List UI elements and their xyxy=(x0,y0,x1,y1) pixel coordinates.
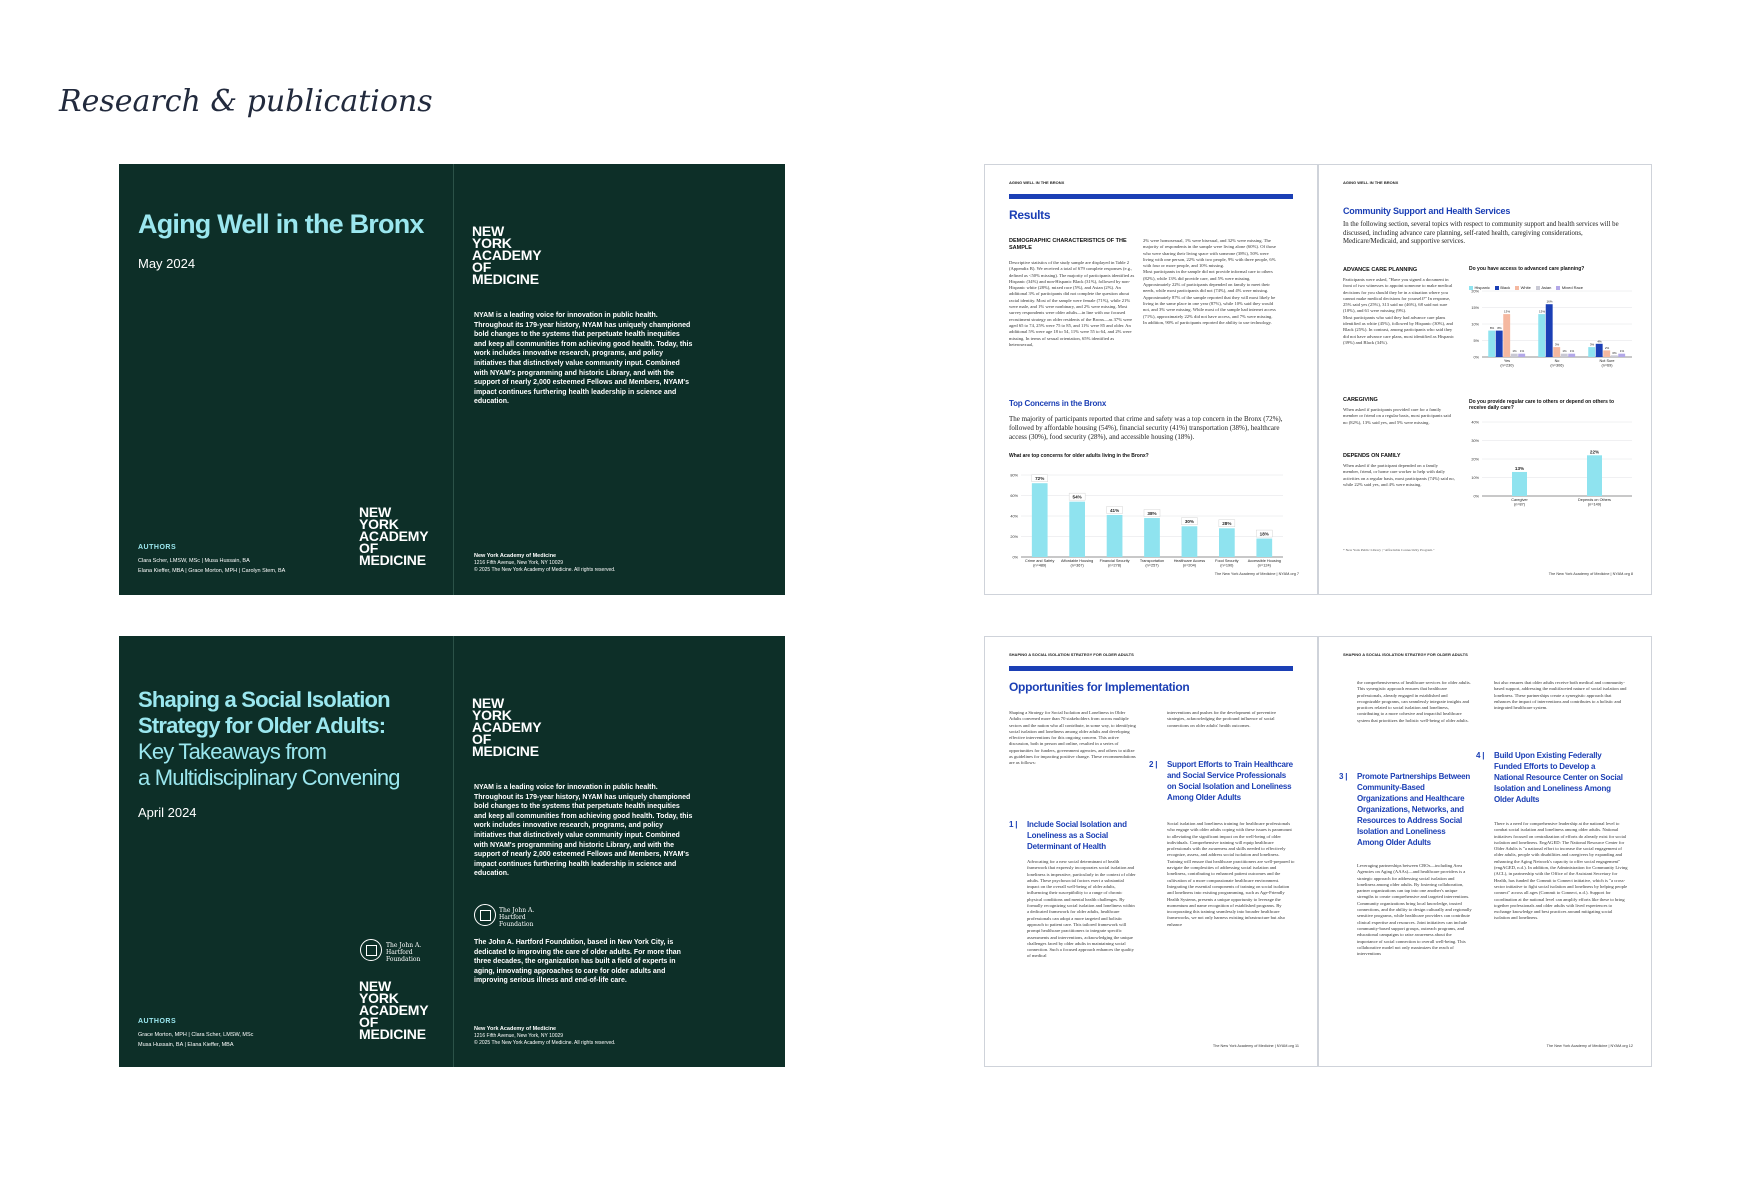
y-tick-label: 40% xyxy=(1471,420,1479,425)
cover-title: Aging Well in the Bronx xyxy=(138,209,424,239)
category-label: Depends on Others (n=149) xyxy=(1578,498,1611,507)
category-label: Food Security (n=190) xyxy=(1215,559,1239,568)
hartford-logo-text: The John A. Hartford Foundation xyxy=(499,907,535,928)
recommendation-heading xyxy=(1149,759,1293,803)
cover-divider xyxy=(453,636,454,1067)
data-label: 16% xyxy=(1546,299,1553,304)
lead-paragraph: The majority of participants reported that crime and safety was a top concern in the Bronx (72%), followed by affordable housing (54%), financial security (41%) transportation (38%), healthcare access (30%), food security (28%), and accessible housing (18%). xyxy=(1009,415,1283,441)
data-label: 41% xyxy=(1109,507,1120,513)
page-footer: The New York Academy of Medicine | NYAM.org 12 xyxy=(1546,1044,1633,1048)
y-tick-label: 5% xyxy=(1473,339,1479,343)
body-text: When asked if the participant depended on a family member, friend, or home care worker to help with daily activities on a regular basis, most participants (74%) said no, while 22% said yes, and 4% were missing. xyxy=(1343,463,1455,487)
y-tick-label: 20% xyxy=(1471,289,1479,294)
cover-aging-well[interactable] xyxy=(119,164,785,595)
cover-date: May 2024 xyxy=(138,256,196,271)
recommendation-number: 4 | xyxy=(1476,751,1485,760)
data-label: 4% xyxy=(1597,339,1602,344)
nyam-blurb: NYAM is a leading voice for innovation in public health. Throughout its 179-year history, NYAM has uniquely championed bold changes to the systems that perpetuate health inequities and keep all communities from achieving good health. Today, this work includes innovative research, programs, and policy initiatives that distinctively value community input. Combined with NYAM's programming and historic Library, and with the support of nearly 2,000 esteemed Fellows and Members, NYAM's impact continues furthering health leadership in science and education. xyxy=(474,784,693,878)
category-label: Yes (n=230) xyxy=(1500,359,1514,368)
bar xyxy=(1588,347,1595,357)
recommendation-title: Include Social Isolation and Loneliness as a Social Determinant of Health xyxy=(1027,820,1127,851)
bar xyxy=(1561,354,1568,357)
data-label: 1% xyxy=(1519,349,1525,354)
title-rule xyxy=(1009,194,1293,199)
category-label: Healthcare Access (n=204) xyxy=(1173,559,1206,568)
chart-title: Do you have access to advanced care planning? xyxy=(1469,266,1585,272)
y-tick-label: 0% xyxy=(1012,555,1018,560)
y-tick-label: 80% xyxy=(1010,473,1018,478)
report-page-opportunities[interactable] xyxy=(984,636,1318,1067)
concerns-bar-chart xyxy=(1003,461,1293,581)
bar xyxy=(1511,354,1518,357)
authors-line: Musa Hussain, BA | Elana Kieffer, MBA xyxy=(138,1042,234,1048)
recommendation-heading xyxy=(1339,771,1471,848)
data-label: 3% xyxy=(1589,342,1595,347)
footer-address: 1216 Fifth Avenue, New York, NY 10029 xyxy=(474,1033,564,1039)
bar xyxy=(1032,483,1048,557)
legend-label: Hispanic xyxy=(1474,285,1490,290)
recommendation-number: 2 | xyxy=(1149,760,1158,769)
bar xyxy=(1546,304,1553,357)
footer-copyright: © 2025 The New York Academy of Medicine. All rights reserved. xyxy=(474,567,616,573)
bar xyxy=(1496,331,1503,357)
subsection-title: Top Concerns in the Bronx xyxy=(1009,399,1107,408)
bar xyxy=(1538,314,1545,357)
subsection-heading: DEPENDS ON FAMILY xyxy=(1343,453,1401,459)
cover-title: Shaping a Social Isolation xyxy=(138,687,390,712)
title-rule xyxy=(1009,666,1293,671)
bar xyxy=(1256,539,1272,557)
cover-subtitle: a Multidisciplinary Convening xyxy=(138,765,400,790)
data-label: 1% xyxy=(1619,349,1625,354)
y-tick-label: 10% xyxy=(1471,322,1479,327)
nyam-logo: NEW YORK ACADEMY OF MEDICINE xyxy=(359,504,429,568)
bar xyxy=(1596,344,1603,357)
running-head: AGING WELL IN THE BRONX xyxy=(1009,180,1065,185)
report-page-community-support[interactable] xyxy=(1318,164,1652,595)
lead-paragraph: In the following section, several topics with respect to community support and health services will be discussed, including advance care planning, self-rated health, caregiving considerations, Medicare/Medicaid, and supportive services. xyxy=(1343,221,1619,246)
bar xyxy=(1144,518,1160,557)
running-head: SHAPING A SOCIAL ISOLATION STRATEGY FOR OLDER ADULTS xyxy=(1009,652,1134,657)
data-label: 22% xyxy=(1589,449,1600,455)
body-text: When asked if participants provided care for a family member or friend on a regular basis, most participants said no (82%), 13% said yes, and 5% were missing. xyxy=(1343,407,1451,425)
category-label: No (n=306) xyxy=(1550,359,1564,368)
hartford-seal-icon xyxy=(474,904,496,926)
nyam-logo: NEW YORK ACADEMY OF MEDICINE xyxy=(472,695,542,759)
body-text: interventions and pushes for the development of preventive strategies, acknowledging the profound influence of social connections on older adults' health outcomes. xyxy=(1167,710,1277,728)
subsection-heading: CAREGIVING xyxy=(1343,397,1378,403)
bar xyxy=(1518,354,1525,357)
body-text: There is a need for comprehensive leadership at the national level to combat social isolation and loneliness among older adults. National initiatives focused on centralization of efforts do already exist for social isolation and loneliness. EngAGED: The National Resource Center for Older Adults is "a national effort to increase the social engagement of older adults, people with disabilities and caregivers by expanding and enhancing the Aging Network's capacity to offer social engagement" (engAGED, n.d.). In addition, the Administration for Community Living (ACL), in partnership with the Office of the Assistant Secretary for Health, has funded the Commit to Connect initiative, which is "a cross-sector initiative to fight social isolation and loneliness by helping people connect" across all ages (Commit to Connect, n.d.). Support for coordination at the national level can amplify efforts like these to bring together professionals and older adults with lived experiences to exchange knowledge and best practices around mitigating social isolation and loneliness. xyxy=(1494,821,1628,921)
category-label: Crime and Safety (n=489) xyxy=(1025,559,1055,568)
y-tick-label: 60% xyxy=(1010,494,1018,498)
category-label: Transportation (n=257) xyxy=(1139,559,1165,568)
caregiving-chart xyxy=(1464,416,1639,516)
subsection-heading: DEMOGRAPHIC CHARACTERISTICS OF THE SAMPLE xyxy=(1009,238,1127,251)
page-footer: The New York Academy of Medicine | NYAM.org 11 xyxy=(1212,1044,1299,1048)
bar xyxy=(1603,350,1610,357)
y-tick-label: 20% xyxy=(1471,457,1479,462)
y-tick-label: 40% xyxy=(1010,514,1018,519)
recommendation-number: 3 | xyxy=(1339,772,1348,781)
footer-org: New York Academy of Medicine xyxy=(474,1026,557,1032)
page-footer: The New York Academy of Medicine | NYAM.org 7 xyxy=(1214,572,1299,576)
recommendation-title: Support Efforts to Train Healthcare and Social Service Professionals on Social Isolation and Loneliness Among Older Adults xyxy=(1167,760,1293,802)
data-label: 54% xyxy=(1072,494,1082,500)
data-label: 1% xyxy=(1562,349,1567,354)
hartford-seal-icon xyxy=(360,939,382,961)
footer-copyright: © 2025 The New York Academy of Medicine. All rights reserved. xyxy=(474,1040,616,1046)
cover-divider xyxy=(453,164,454,595)
body-text: Social isolation and loneliness training for healthcare professionals who engage with older adults coping with these issues is paramount to alleviating the significant impact on the well-being of older individuals. Comprehensive training will equip healthcare professionals with the awareness and skills needed to effectively recognize, assess, and address social isolation and loneliness. Training will ensure that healthcare practitioners are well-prepared to navigate the complexities of addressing social isolation and loneliness, contributing to enhanced patient outcomes and the cultivation of a more compassionate healthcare environment. Integrating the essential components of training on social isolation and loneliness into existing programming, such as Age-Friendly Health Systems, presents a unique opportunity to leverage the momentum and name recognition of established programs. By incorporating this training seamlessly into broader healthcare frameworks, we not only harness existing infrastructure but also enhance xyxy=(1167,821,1295,927)
report-page-recommendations[interactable] xyxy=(1318,636,1652,1067)
data-label: 28% xyxy=(1222,521,1232,527)
bar xyxy=(1182,526,1198,557)
bar xyxy=(1553,347,1560,357)
chart-title: Do you provide regular care to others or depend on others to receive daily care? xyxy=(1469,399,1615,411)
body-text: 2% were homosexual, 1% were bisexual, and 32% were missing. The majority of respondents in the sample were living alone (60%). Of those who were sharing their living space with someone (38%), 50% were living with one person, 22% with two people, 9% with three people, 6% with four or more people, and 10% missing. Most participants in the sample did not provide informal care to others (82%), while 13% did provide care, and 5% were missing. Approximately 22% of participants depended on family to meet their needs, while most participants did not (74%), and 4% were missing. Approximately 87% of the sample reported that they will most likely be living in the same place in one year (87%), while 10% said they would not, and 3% were missing. While most of the sample had internet access (71%), approximately 22% did not have access, and 7% were missing. In addition, 90% of participants reported the ability to use technology. xyxy=(1143,238,1276,325)
bar xyxy=(1107,515,1123,557)
data-label: 18% xyxy=(1259,531,1269,537)
body-text: Shaping a Strategy for Social Isolation and Loneliness in Older Adults convened more than 70 stakeholders from across multiple sectors and the nation who all contribute, in some way, to identifying social isolation and loneliness among older adults and developing effective interventions for this ongoing concern. This active discussion, both in person and online, resulted in a series of opportunities for funders, government agencies, and others to utilize as guidelines for impacting positive change. These recommendations are as follows: xyxy=(1009,710,1136,766)
bar xyxy=(1488,331,1495,357)
subsection-heading: ADVANCE CARE PLANNING xyxy=(1343,267,1418,273)
legend-label: Mixed Race xyxy=(1561,285,1583,290)
authors-line: Clara Scher, LMSW, MSc | Musa Hussain, BA xyxy=(138,558,250,564)
data-label: 72% xyxy=(1035,476,1045,481)
body-text: Participants were asked, "Have you signed a document in front of two witnesses to appoint someone to make medical decisions for you should they be in a situation where you cannot make medical decisions for yourself?" In response, 25% said yes (25%), 313 said no (46%), 68 said not sure (10%), and 61 were missing (9%). Most participants who said they had advance care plans identified as white (45%), followed by Hispanic (30%), and Black (25%). In contrast, among participants who said they did not have advance care plans, most identified as Hispanic (39%) and Black (34%). xyxy=(1343,277,1454,345)
cover-title: Strategy for Older Adults: xyxy=(138,713,386,738)
body-text: the comprehensiveness of healthcare services for older adults. This synergistic approach ensures that healthcare professionals, already engaged in established and recognizable programs, can seamlessly integrate insights and practices related to social isolation and loneliness, contributing to a more cohesive and impactful healthcare system that prioritizes the holistic well-being of older adults. xyxy=(1357,680,1471,723)
data-label: 0% xyxy=(1612,350,1617,355)
bar xyxy=(1512,472,1527,496)
y-tick-label: 30% xyxy=(1471,439,1479,443)
recommendation-heading xyxy=(1009,819,1135,852)
bar xyxy=(1618,354,1625,357)
body-text: but also ensures that older adults receive both medical and community-based support, addressing the multifaceted nature of social isolation and loneliness. These partnerships create a synergistic approach that enhances the impact of interventions and contributes to a holistic and integrated healthcare system. xyxy=(1494,680,1627,711)
data-label: 30% xyxy=(1184,519,1195,525)
y-tick-label: 10% xyxy=(1471,476,1479,480)
recommendation-title: Build Upon Existing Federally Funded Efforts to Develop a National Resource Center on Social Isolation and Loneliness Among Older Adults xyxy=(1494,751,1623,804)
legend-label: Black xyxy=(1500,285,1511,290)
hartford-logo-text: The John A. Hartford Foundation xyxy=(386,942,422,963)
running-head: SHAPING A SOCIAL ISOLATION STRATEGY FOR OLDER ADULTS xyxy=(1343,652,1468,657)
y-tick-label: 0% xyxy=(1473,494,1479,499)
body-text: Descriptive statistics of the study sample are displayed in Table 2 (Appendix B). We received a total of 679 complete responses (e.g., defined as <50% missing). The majority of participants identified as Hispanic (34%) and non-Hispanic Black (31%), followed by non-Hispanic white (28%), mixed race (5%), and Asian (2%). An additional 3% of participants did not complete the question about racial identity. Most of the sample were female (71%), while 21% were male, and 1% were nonbinary, and 2% were missing. Most survey respondents were older adults—in line with our focused recruitment strategy on older residents of the Bronx—as 37% were aged 65 to 74, 25% were 75 to 85, and 11% were 85 and older. An additional 5% were age 18 to 54, 11% were 55 to 64, and 2% were missing. In terms of sexual orientation, 65% identified as heterosexual, xyxy=(1009,260,1135,347)
authors-line: Elana Kieffer, MBA | Grace Morton, MPH | Carolyn Stem, BA xyxy=(138,568,286,574)
chart-title: What are top concerns for older adults living in the Bronx? xyxy=(1009,453,1149,459)
section-title: Opportunities for Implementation xyxy=(1009,680,1190,694)
bar xyxy=(1219,528,1235,557)
chart-legend xyxy=(1469,276,1639,290)
authors-heading: AUTHORS xyxy=(138,544,177,551)
legend-label: Asian xyxy=(1541,285,1552,290)
footer-org: New York Academy of Medicine xyxy=(474,553,557,559)
footnote: * New York Public Library | "Affordable Connectivity Program." xyxy=(1343,548,1435,552)
nyam-logo: NEW YORK ACADEMY OF MEDICINE xyxy=(359,978,429,1042)
cover-footer xyxy=(474,1026,615,1047)
report-page-results[interactable] xyxy=(984,164,1318,595)
data-label: 13% xyxy=(1538,309,1546,314)
cover-subtitle: Key Takeaways from xyxy=(138,739,327,764)
category-label: Accessible Housing (n=124) xyxy=(1247,559,1281,568)
bar xyxy=(1069,502,1085,557)
cover-date: April 2024 xyxy=(138,805,197,820)
nyam-blurb: NYAM is a leading voice for innovation in public health. Throughout its 179-year history, NYAM has uniquely championed bold changes to the systems that perpetuate health inequities and keep all communities from achieving good health. Today, this work includes innovative research, programs, and policy initiatives that distinctively value community input. Combined with NYAM's programming and historic Library, and with the support of nearly 2,000 esteemed Fellows and Members, NYAM's impact continues furthering health leadership in science and education. xyxy=(474,312,693,406)
page-footer: The New York Academy of Medicine | NYAM.org 8 xyxy=(1548,572,1633,576)
body-text: Leveraging partnerships between CBOs—including Area Agencies on Aging (AAAs)—and healthcare providers is a strategic approach for addressing social isolation and loneliness among older adults. By fostering collaboration, partner organizations can tap into one another's unique strengths to create comprehensive and targeted interventions. Community organizations bring local knowledge, trusted connections, and the ability to design culturally and regionally sensitive programs, while healthcare providers can contribute clinical expertise and resources. Joint initiatives can include community-based support groups, outreach programs, and educational campaigns to raise awareness about the importance of social connection to overall well-being. This collaborative model not only maximizes the reach of interventions xyxy=(1357,863,1472,957)
advance-care-chart xyxy=(1464,283,1639,373)
data-label: 1% xyxy=(1512,349,1517,354)
running-head: AGING WELL IN THE BRONX xyxy=(1343,180,1399,185)
y-tick-label: 20% xyxy=(1010,535,1018,539)
bar xyxy=(1611,355,1618,357)
y-tick-label: 0% xyxy=(1473,355,1479,360)
category-label: Caregiver (n=87) xyxy=(1511,498,1528,507)
data-label: 8% xyxy=(1497,326,1502,331)
authors-heading: AUTHORS xyxy=(138,1018,177,1025)
data-label: 38% xyxy=(1147,510,1157,516)
footer-address: 1216 Fifth Avenue, New York, NY 10029 xyxy=(474,560,564,566)
data-label: 2% xyxy=(1604,345,1610,350)
category-label: Financial Security (n=278) xyxy=(1099,559,1130,568)
recommendation-title: Promote Partnerships Between Community-Based Organizations and Healthcare Organizations, Networks, and Resources to Address Social Isolation and Loneliness Among Older Adults xyxy=(1357,772,1471,847)
legend-label: White xyxy=(1520,285,1531,290)
data-label: 3% xyxy=(1554,342,1560,347)
section-title: Results xyxy=(1009,208,1051,222)
bar xyxy=(1587,455,1602,496)
category-label: Affordable Housing (n=367) xyxy=(1061,559,1094,568)
authors-line: Grace Morton, MPH | Clara Scher, LMSW, MSc xyxy=(138,1032,254,1038)
recommendation-number: 1 | xyxy=(1009,820,1018,829)
data-label: 13% xyxy=(1503,309,1511,314)
cover-footer xyxy=(474,553,615,574)
data-label: 8% xyxy=(1489,326,1495,331)
bar xyxy=(1503,314,1510,357)
body-text: Advocating for a new social determinant of health framework that expressly incorporates social isolation and loneliness is imperative, particularly in the context of older adults. These psychosocial factors exert a substantial impact on the overall well-being of older adults, influencing their susceptibility to a range of chronic physical conditions and mental health challenges. By formally recognizing social isolation and loneliness within a dedicated framework for older adults, healthcare professionals can adopt a more targeted and holistic approach to patient care. This tailored framework will prompt healthcare practitioners to integrate specific assessments and interventions, acknowledging the unique challenges faced by older adults in maintaining social connection. Such a focused approach enhances the quality of medical xyxy=(1027,859,1136,959)
data-label: 1% xyxy=(1569,349,1575,354)
hartford-blurb: The John A. Hartford Foundation, based in New York City, is dedicated to improving the care of older adults. For more than three decades, the organization has built a field of experts in aging, innovating approaches to care for older adults and improving serious illness and end-of-life care. xyxy=(474,939,681,985)
bar xyxy=(1568,354,1575,357)
y-tick-label: 15% xyxy=(1471,306,1479,310)
category-label: Not Sure (n=69) xyxy=(1599,359,1615,368)
page-heading: Research & publications xyxy=(59,84,433,119)
nyam-logo: NEW YORK ACADEMY OF MEDICINE xyxy=(472,223,542,287)
cover-social-isolation[interactable] xyxy=(119,636,785,1067)
data-label: 13% xyxy=(1514,465,1525,471)
recommendation-heading xyxy=(1476,750,1626,805)
section-title: Community Support and Health Services xyxy=(1343,206,1511,216)
